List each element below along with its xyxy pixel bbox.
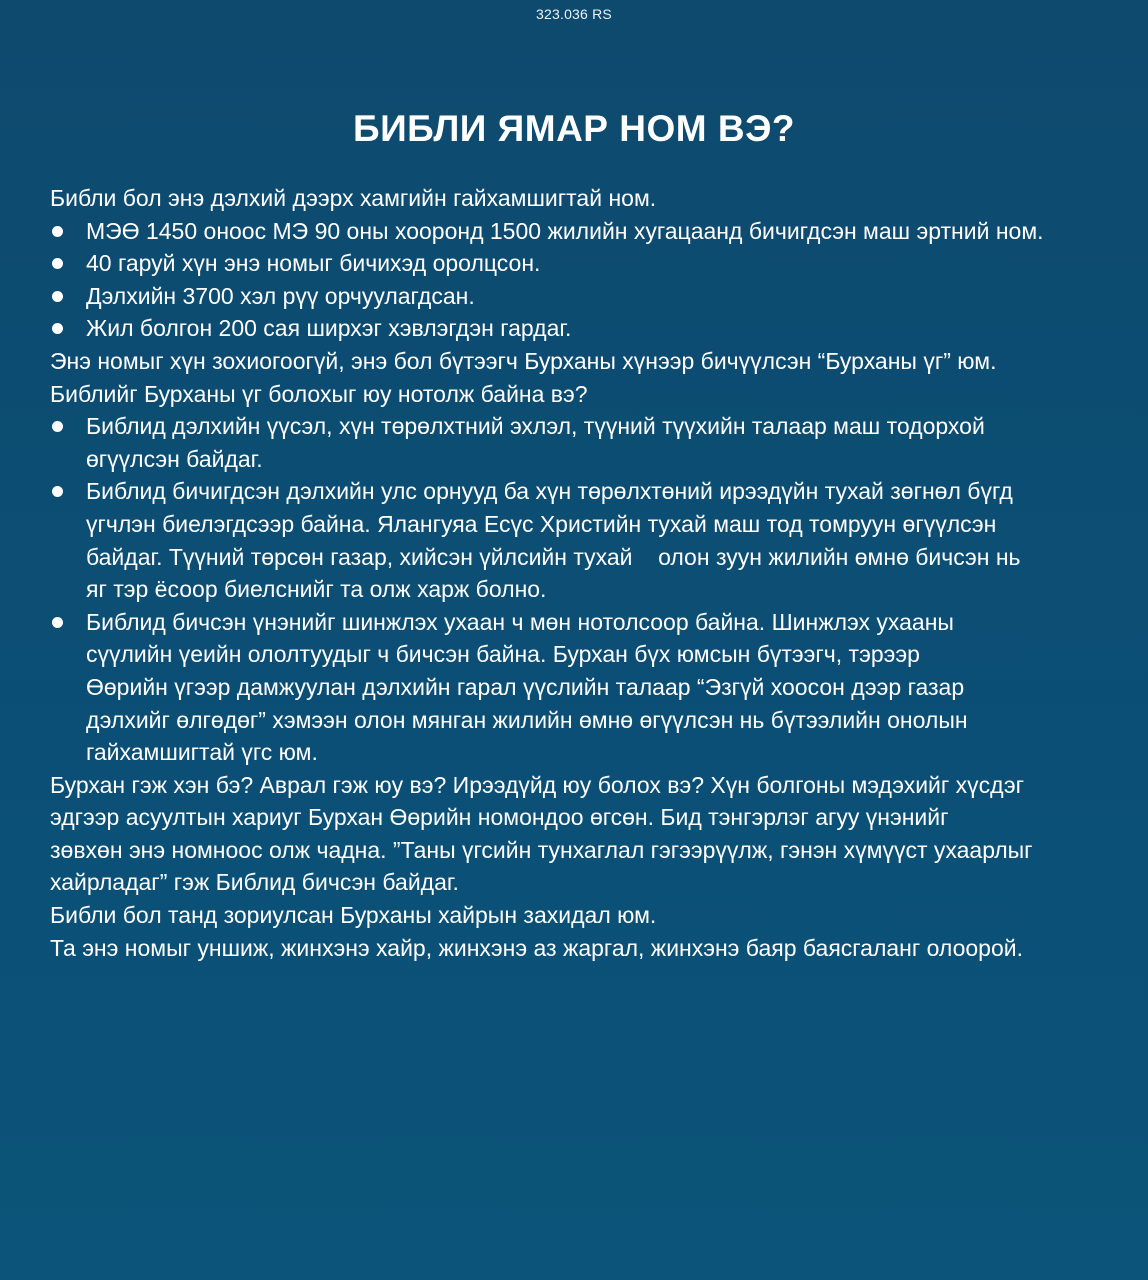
proof-item — [50, 410, 1120, 475]
bullet-dot-icon — [52, 617, 63, 628]
intro-text: Библи бол энэ дэлхий дээрх хамгийн гайхамшигтай ном. — [50, 185, 657, 211]
proof-line: сүүлийн үеийн ололтуудыг ч бичсэн байна. Бурхан бүх юмсын бүтээгч, тэрээр — [86, 641, 920, 668]
closing-line: Та энэ номыг уншиж, жинхэнэ хайр, жинхэнэ аз жаргал, жинхэнэ баяр баясгаланг олоорой. — [50, 934, 1024, 961]
bullet-dot-icon — [52, 421, 63, 432]
proof-line: дэлхийг өлгөдөг” хэмээн олон мянган жилийн өмнө өгүүлсэн нь бүтээлийн онолын — [86, 706, 968, 733]
proof-line: үгчлэн биелэгдсээр байна. Ялангуяа Есүс Христийн тухай маш тод томруун өгүүлсэн — [86, 510, 997, 537]
question-text: Библийг Бурханы үг болохыг юу нотолж байна вэ? — [50, 380, 588, 407]
bullet-dot-icon — [52, 258, 63, 269]
document-code: 323.036 RS — [536, 6, 612, 22]
page-title: БИБЛИ ЯМАР НОМ ВЭ? — [352, 108, 796, 149]
fact-item — [50, 280, 1120, 313]
proof-line: Өөрийн үгээр дамжуулан дэлхийн гарал үүслийн талаар “Эзгүй хоосон дээр газар — [86, 673, 965, 700]
bullet-dot-icon — [52, 291, 63, 302]
proof-line: байдаг. Түүний төрсөн газар, хийсэн үйлсийн тухай олон зуун жилийн өмнө бичсэн нь — [86, 543, 1021, 570]
fact-item — [50, 247, 1120, 280]
proof-line: Библид бичигдсэн дэлхийн улс орнууд ба хүн төрөлхтөний ирээдүйн тухай зөгнөл бүгд — [86, 478, 1013, 505]
closing-line: эдгээр асуултын хариуг Бурхан Өөрийн номондоо өгсөн. Бид тэнгэрлэг агуу үнэнийг — [50, 804, 949, 831]
document-body — [50, 182, 1120, 964]
proof-line: гайхамшигтай үгс юм. — [86, 739, 318, 766]
fact-item — [50, 215, 1120, 248]
proof-line: Библид бичсэн үнэнийг шинжлэх ухаан ч мөн нотолсоор байна. Шинжлэх ухааны — [86, 608, 954, 635]
proof-line: өгүүлсэн байдаг. — [86, 445, 263, 472]
fact-text: 40 гаруй хүн энэ номыг бичихэд оролцсон. — [86, 250, 541, 277]
proof-item — [50, 606, 1120, 769]
proof-line: яг тэр ёсоор биелснийг та олж харж болно. — [86, 576, 547, 603]
proof-line: Библид дэлхийн үүсэл, хүн төрөлхтний эхлэл, түүний түүхийн талаар маш тодорхой — [86, 413, 985, 440]
closing-line: хайрладаг” гэж Библид бичсэн байдаг. — [50, 869, 459, 896]
closing-line: Бурхан гэж хэн бэ? Аврал гэж юу вэ? Ирээдүйд юу болох вэ? Хүн болгоны мэдэхийг хүсдэг — [50, 771, 1024, 798]
bullet-dot-icon — [52, 226, 63, 237]
fact-text: Дэлхийн 3700 хэл рүү орчуулагдсан. — [86, 282, 475, 309]
closing-line: Библи бол танд зориулсан Бурханы хайрын захидал юм. — [50, 902, 657, 929]
proof-item — [50, 475, 1120, 605]
fact-item — [50, 312, 1120, 345]
bullet-dot-icon — [52, 323, 63, 334]
fact-text: Жил болгон 200 сая ширхэг хэвлэгдэн гардаг. — [86, 315, 572, 342]
statement-text: Энэ номыг хүн зохиогоогүй, энэ бол бүтээгч Бурханы хүнээр бичүүлсэн “Бурханы үг” юм. — [50, 347, 997, 374]
fact-text: МЭӨ 1450 оноос МЭ 90 оны хооронд 1500 жилийн хугацаанд бичигдсэн маш эртний ном. — [86, 217, 1044, 244]
closing-line: зөвхөн энэ номноос олж чадна. ”Таны үгсийн тунхаглал гэгээрүүлж, гэнэн хүмүүст ухаарлыг — [50, 836, 1033, 863]
bullet-dot-icon — [52, 486, 63, 497]
